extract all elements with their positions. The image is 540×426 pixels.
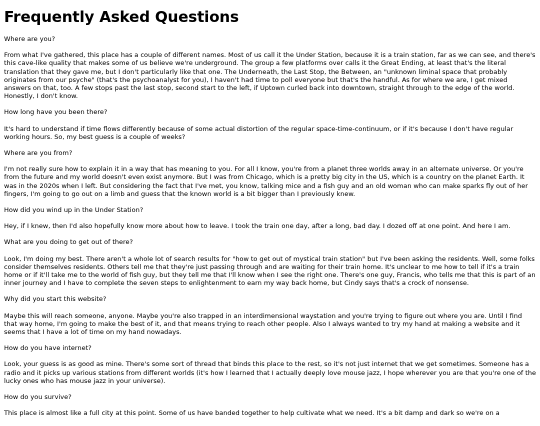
faq-question: Why did you start this website?	[4, 295, 107, 304]
faq-answer: From what I've gathered, this place has a couple of different names. Most of us call it the Under Station, because it is a train station, far as we can see, and there's this cave-like quality that makes some of us believe we're underground. The group a few platforms over calls it the Great Ending, at least that's the literal translation that they gave me, but I don't particularly like that one. The Underneath, the Last Stop, the Between, an "unknown liminal space that probably originates from our psyche" (that's the psychoanalyst for you), I haven't had time to poll everyone but that's the handful. As for where we are, I get mixed answers on that, too. A few stops past the last stop, second start to the left, if Uptown curled back into downtown, straight through to the edge of the world. Honestly, I don't know.	[4, 51, 536, 101]
faq-question: How long have you been there?	[4, 108, 108, 117]
faq-question: Where are you from?	[4, 149, 73, 158]
faq-item	[4, 393, 536, 417]
faq-answer: Look, your guess is as good as mine. There's some sort of thread that binds this place to the rest, so it's not just internet that we get sometimes. Someone has a radio and it picks up various stations from different worlds (it's how I learned that I actually deeply love mouse jazz, I hope wherever you are that you're one of the lucky ones who has mouse jazz in your universe).	[4, 360, 536, 385]
faq-question: Where are you?	[4, 35, 56, 43]
faq-answer: Look, I'm doing my best. There aren't a whole lot of search results for "how to get out of mystical train station" but I've been asking the residents. Well, some folks consider themselves residents. Others tell me that they're just passing through and are waiting for their train home. It's unclear to me how to tell if it's a train home or if it'll take me to the world of fish guy, but they tell me that I'll know when I see the right one. There's one guy, Francis, who tells me that this is part of an inner journey and I have to complete the seven steps to enlightenment to earn my way back home, but Cindy says that's a crock of nonsense.	[4, 254, 536, 288]
faq-answer: This place is almost like a full city at this point. Some of us have banded together to help cultivate what we need. It's a bit damp and dark so we're on a	[4, 409, 500, 418]
faq-item	[4, 206, 536, 230]
faq-item	[4, 149, 536, 198]
page-title: Frequently Asked Questions	[4, 8, 239, 26]
faq-answer: I'm not really sure how to explain it in a way that has meaning to you. For all I know, you're from a planet three worlds away in an alternate universe. Or you're from the future and my world doesn't even exist anymore. But I was from Chicago, which is a pretty big city in the US, which is a country on the planet Earth. It was in the 2020s when I left. But considering the fact that I've met, you know, talking mice and a fish guy and an old woman who can make sparks fly out of her fingers, I'm going to go out on a limb and guess that the known world is a bit bigger than I previously knew.	[4, 165, 528, 198]
faq-answer: Maybe this will reach someone, anyone. Maybe you're also trapped in an interdimensional waystation and you're trying to figure out where you are. Until I find that way home, I'm going to make the best of it, and that means trying to reach other people. Also I always wanted to try my hand at making a website and it seems that I have a lot of time on my hand nowadays.	[4, 311, 522, 337]
faq-list	[4, 35, 536, 418]
faq-question: How do you survive?	[4, 393, 72, 402]
faq-item	[4, 344, 536, 385]
faq-answer: It's hard to understand if time flows differently because of some actual distortion of the regular space-time-continuum, or if it's because I don't have regular working hours. So, my best guess is a couple of weeks?	[4, 124, 514, 141]
faq-item	[4, 35, 536, 100]
faq-page	[4, 0, 536, 426]
faq-item	[4, 108, 536, 141]
faq-item	[4, 295, 536, 336]
faq-answer: Hey, if I knew, then I'd also hopefully know more about how to leave. I took the train one day, after a long, bad day. I dozed off at one point. And here I am.	[4, 222, 511, 231]
faq-question: What are you doing to get out of there?	[4, 238, 133, 247]
faq-question: How did you wind up in the Under Station?	[4, 206, 144, 215]
faq-item	[4, 238, 536, 287]
faq-question: How do you have internet?	[4, 344, 92, 353]
